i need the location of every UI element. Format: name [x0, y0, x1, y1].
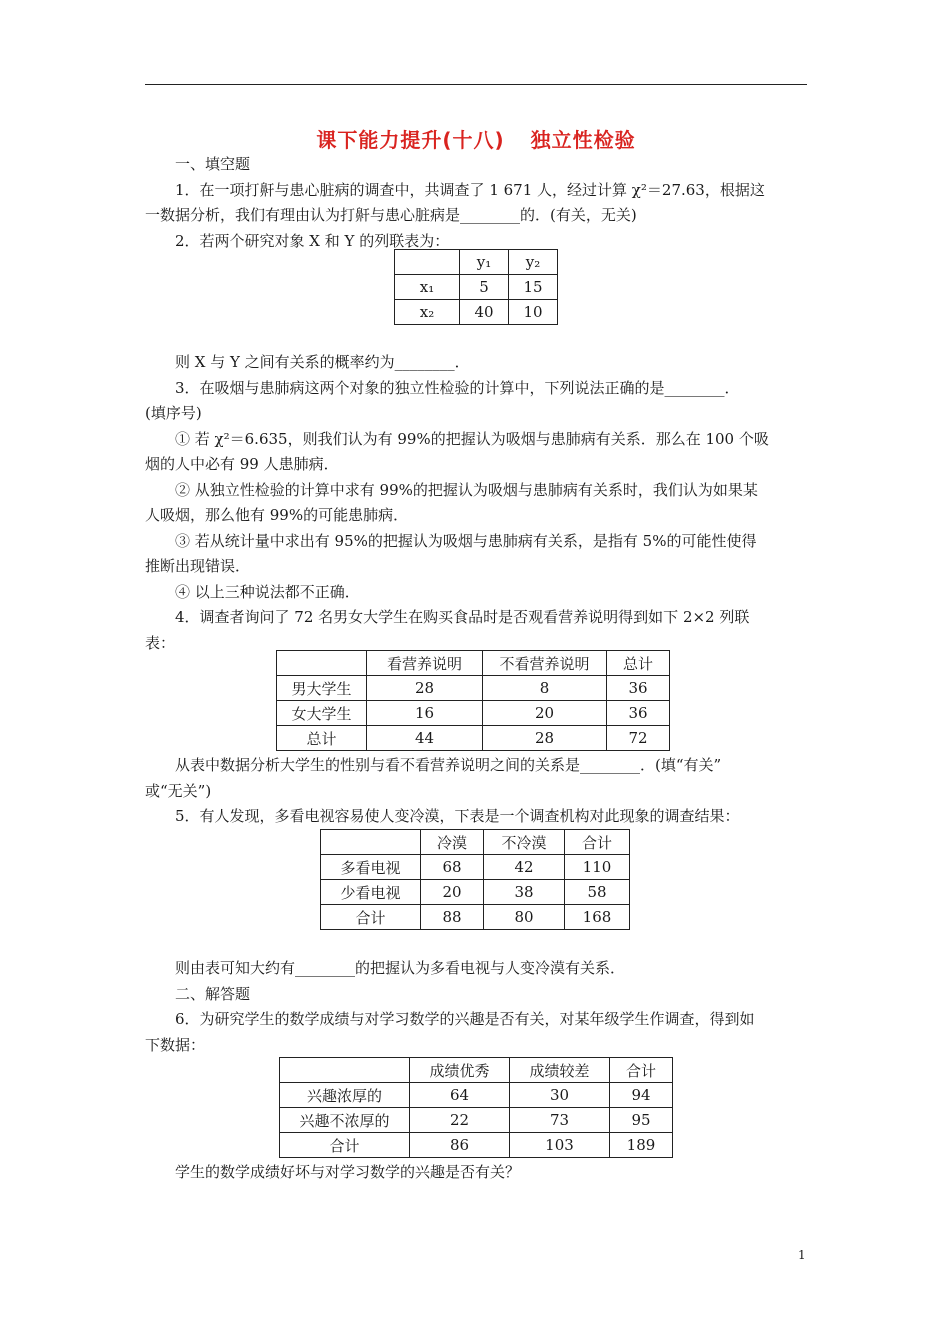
table-cell: 30	[510, 1083, 610, 1108]
table-cell: 8	[483, 676, 607, 701]
table-cell	[395, 250, 460, 275]
table-cell: 成绩优秀	[410, 1058, 510, 1083]
table-cell: 总计	[607, 651, 670, 676]
page-number: 1	[798, 1248, 806, 1262]
option-2-line-1: ② 从独立性检验的计算中求有 99%的把握认为吸烟与患肺病有关系时，我们认为如果某	[175, 480, 758, 499]
option-3-line-2: 推断出现错误．	[145, 557, 251, 575]
table-row	[321, 880, 630, 905]
table-row	[395, 250, 558, 275]
question-6-prompt: 学生的数学成绩好坏与对学习数学的兴趣是否有关？	[175, 1163, 521, 1181]
table-cell: 不看营养说明	[483, 651, 607, 676]
table-cell: 看营养说明	[367, 651, 483, 676]
block-q4-q5	[145, 753, 807, 830]
table-cell	[277, 651, 367, 676]
table-cell: 110	[565, 855, 630, 880]
table-row	[277, 701, 670, 726]
option-2-line-2: 人吸烟，那么他有 99%的可能患肺病．	[145, 506, 409, 524]
title-sub: 独立性检验	[530, 128, 636, 152]
block-section1-q1	[145, 152, 807, 254]
question-4-line-1: 4．调查者询问了 72 名男女大学生在购买食品时是否观看营养说明得到如下 2×2 列联	[175, 608, 750, 626]
table-cell: 10	[509, 300, 558, 325]
question-5-answer: 则由表可知大约有________的把握认为多看电视与人变冷漠有关系．	[175, 959, 626, 977]
table-cell: 103	[510, 1133, 610, 1158]
table-row	[280, 1108, 673, 1133]
table-row	[395, 275, 558, 300]
block-q5-q6	[145, 956, 807, 1058]
table-cell: 42	[484, 855, 565, 880]
table-cell: 80	[484, 905, 565, 930]
table-cell: 22	[410, 1108, 510, 1133]
table-cell: 不冷漠	[484, 830, 565, 855]
table-cell: 20	[421, 880, 484, 905]
table-cell: y₂	[509, 250, 558, 275]
table-q4	[276, 650, 670, 751]
table-cell: 总计	[277, 726, 367, 751]
table-cell: 16	[367, 701, 483, 726]
title-main: 课下能力提升(十八)	[316, 128, 505, 152]
table-cell: 36	[607, 701, 670, 726]
question-4-answer-line-1: 从表中数据分析大学生的性别与看不看营养说明之间的关系是________．(填“有关”	[175, 756, 722, 774]
table-cell: 168	[565, 905, 630, 930]
table-row	[321, 905, 630, 930]
table-cell: 88	[421, 905, 484, 930]
table-q6	[279, 1057, 673, 1158]
table-cell: 女大学生	[277, 701, 367, 726]
table-row	[280, 1058, 673, 1083]
option-1-line-2: 烟的人中必有 99 人患肺病．	[145, 455, 339, 473]
table-cell: 40	[460, 300, 509, 325]
question-2-answer: 则 X 与 Y 之间有关系的概率约为________．	[175, 353, 470, 371]
table-cell: 73	[510, 1108, 610, 1133]
table-cell	[280, 1058, 410, 1083]
block-q2-q4	[145, 350, 807, 656]
question-6-line-1: 6．为研究学生的数学成绩与对学习数学的兴趣是否有关，对某年级学生作调查，得到如	[175, 1010, 755, 1028]
table-cell: 男大学生	[277, 676, 367, 701]
table-cell: 少看电视	[321, 880, 421, 905]
table-cell: 64	[410, 1083, 510, 1108]
table-cell: 冷漠	[421, 830, 484, 855]
question-5: 5．有人发现，多看电视容易使人变冷漠，下表是一个调查机构对此现象的调查结果：	[175, 807, 740, 825]
table-cell: 58	[565, 880, 630, 905]
table-row	[321, 855, 630, 880]
table-cell: x₂	[395, 300, 460, 325]
question-4-answer-line-2: 或“无关”)	[145, 781, 212, 800]
table-row	[280, 1083, 673, 1108]
table-cell: 20	[483, 701, 607, 726]
table-cell: 兴趣不浓厚的	[280, 1108, 410, 1133]
table-cell: 兴趣浓厚的	[280, 1083, 410, 1108]
table-cell: 合计	[610, 1058, 673, 1083]
header-rule	[145, 84, 807, 85]
table-q2	[394, 249, 558, 325]
table-row	[277, 651, 670, 676]
table-q5	[320, 829, 630, 930]
table-cell: 28	[367, 676, 483, 701]
section-heading-2: 二、解答题	[175, 984, 251, 1003]
option-1-line-1: ① 若 χ²＝6.635，则我们认为有 99%的把握认为吸烟与患肺病有关系．那么在 100 个吸	[175, 429, 769, 448]
table-cell: 5	[460, 275, 509, 300]
option-3-line-1: ③ 若从统计量中求出有 95%的把握认为吸烟与患肺病有关系，是指有 5%的可能性使得	[175, 531, 757, 550]
table-cell: 36	[607, 676, 670, 701]
table-cell: 94	[610, 1083, 673, 1108]
table-row	[395, 300, 558, 325]
question-3-line-1: 3．在吸烟与患肺病这两个对象的独立性检验的计算中，下列说法正确的是________．	[175, 378, 740, 397]
table-cell	[321, 830, 421, 855]
question-2: 2．若两个研究对象 X 和 Y 的列联表为：	[175, 231, 450, 250]
table-cell: 15	[509, 275, 558, 300]
table-cell: 38	[484, 880, 565, 905]
table-cell: 合计	[565, 830, 630, 855]
question-1-line-1: 1．在一项打鼾与患心脏病的调查中，共调查了 1 671 人，经过计算 χ²＝27.63，根据这	[175, 180, 765, 199]
table-row	[277, 726, 670, 751]
table-cell: 合计	[280, 1133, 410, 1158]
table-cell: y₁	[460, 250, 509, 275]
question-1-line-2: 一数据分析，我们有理由认为打鼾与患心脏病是________的．(有关，无关)	[145, 206, 637, 224]
table-cell: 72	[607, 726, 670, 751]
question-4-line-2: 表：	[145, 633, 176, 652]
table-cell: 86	[410, 1133, 510, 1158]
table-cell: x₁	[395, 275, 460, 300]
option-4: ④ 以上三种说法都不正确．	[175, 582, 360, 601]
question-6-line-2: 下数据：	[145, 1035, 206, 1054]
table-cell: 189	[610, 1133, 673, 1158]
table-cell: 95	[610, 1108, 673, 1133]
table-cell: 68	[421, 855, 484, 880]
block-q6-question	[145, 1160, 807, 1186]
table-cell: 成绩较差	[510, 1058, 610, 1083]
table-row	[277, 676, 670, 701]
section-heading-1: 一、填空题	[175, 155, 251, 173]
table-row	[280, 1133, 673, 1158]
table-row	[321, 830, 630, 855]
question-3-line-2: (填序号)	[145, 404, 202, 422]
table-cell: 合计	[321, 905, 421, 930]
table-cell: 44	[367, 726, 483, 751]
page-title	[145, 124, 807, 153]
table-cell: 28	[483, 726, 607, 751]
table-cell: 多看电视	[321, 855, 421, 880]
